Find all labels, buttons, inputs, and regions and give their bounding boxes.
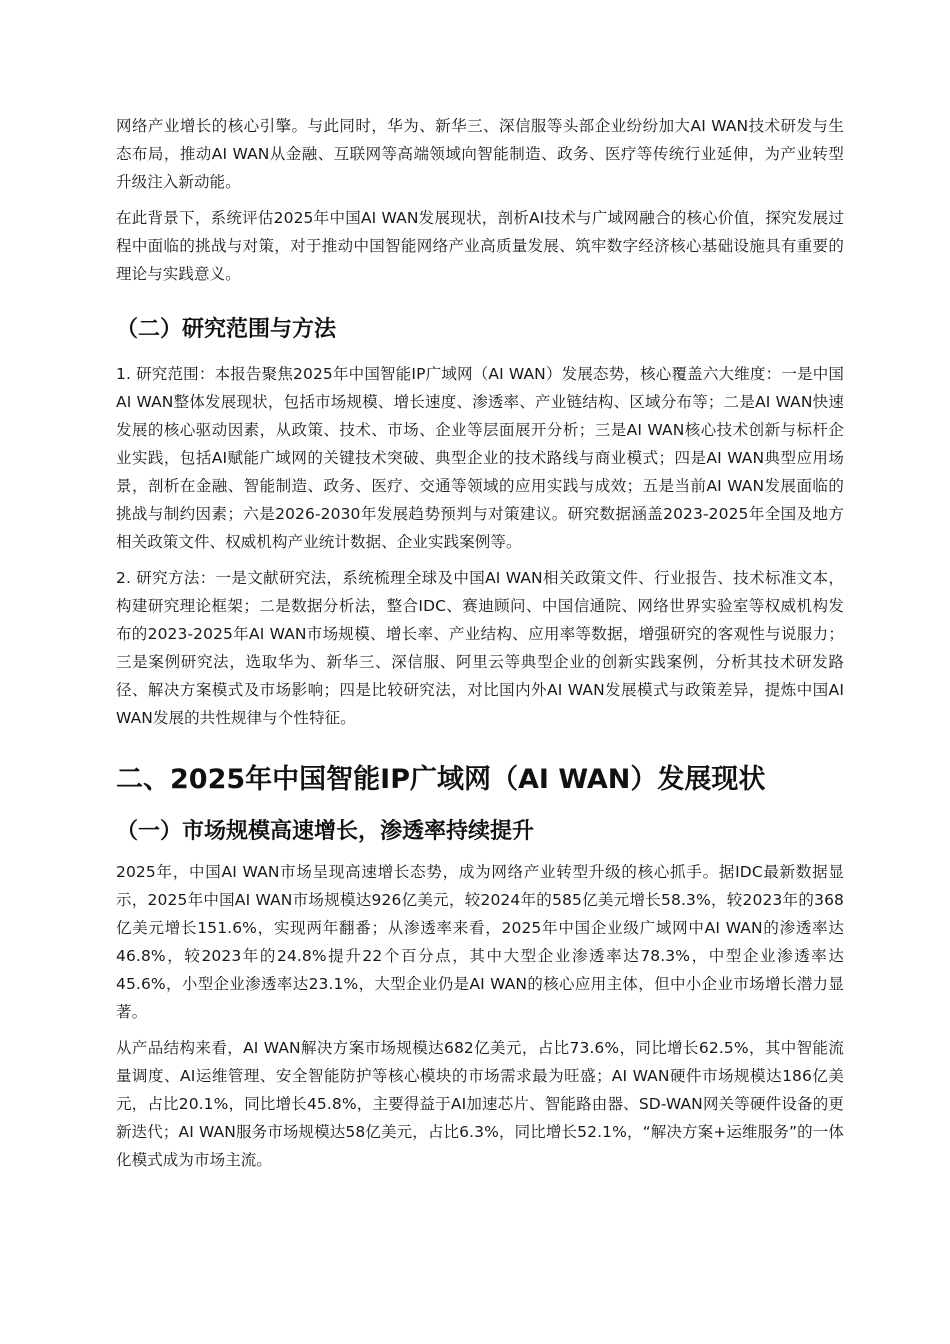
section-heading-scope: （二）研究范围与方法 xyxy=(116,317,337,342)
document-page xyxy=(116,112,844,1174)
market-paragraph-2: 从产品结构来看，AI WAN解决方案市场规模达682亿美元，占比73.6%，同比增长62.5%，其中智能流量调度、AI运维管理、安全智能防护等核心模块的市场需求最为旺盛；AI WAN硬件市场规模达186亿美元，占比20.1%，同比增长45.8%，主要得益于AI加速芯片、智能路由器、SD-WAN网关等硬件设备的更新迭代；AI WAN服务市场规模达58亿美元，占比6.3%，同比增长52.1%，“解决方案+运维服务”的一体化模式成为市场主流。 xyxy=(116,1039,844,1169)
section-heading-market: （一）市场规模高速增长，渗透率持续提升 xyxy=(116,819,535,844)
intro-paragraph-1: 网络产业增长的核心引擎。与此同时，华为、新华三、深信服等头部企业纷纷加大AI WAN技术研发与生态布局，推动AI WAN从金融、互联网等高端领域向智能制造、政务、医疗等传统行业延伸，为产业转型升级注入新动能。 xyxy=(116,117,844,191)
market-paragraph-1: 2025年，中国AI WAN市场呈现高速增长态势，成为网络产业转型升级的核心抓手。据IDC最新数据显示，2025年中国AI WAN市场规模达926亿美元，较2024年的585亿美元增长58.3%，较2023年的368亿美元增长151.6%，实现两年翻番；从渗透率来看，2025年中国企业级广域网中AI WAN的渗透率达46.8%，较2023年的24.8%提升22个百分点，其中大型企业渗透率达78.3%，中型企业渗透率达45.6%，小型企业渗透率达23.1%，大型企业仍是AI WAN的核心应用主体，但中小企业市场增长潜力显著。 xyxy=(116,863,844,1021)
intro-paragraph-2: 在此背景下，系统评估2025年中国AI WAN发展现状，剖析AI技术与广域网融合的核心价值，探究发展过程中面临的挑战与对策，对于推动中国智能网络产业高质量发展、筑牢数字经济核心基础设施具有重要的理论与实践意义。 xyxy=(116,209,844,283)
scope-paragraph-2: 2. 研究方法：一是文献研究法，系统梳理全球及中国AI WAN相关政策文件、行业报告、技术标准文本，构建研究理论框架；二是数据分析法，整合IDC、赛迪顾问、中国信通院、网络世界实验室等权威机构发布的2023-2025年AI WAN市场规模、增长率、产业结构、应用率等数据，增强研究的客观性与说服力；三是案例研究法，选取华为、新华三、深信服、阿里云等典型企业的创新实践案例，分析其技术研发路径、解决方案模式及市场影响；四是比较研究法，对比国内外AI WAN发展模式与政策差异，提炼中国AI WAN发展的共性规律与个性特征。 xyxy=(116,569,844,727)
scope-paragraph-1: 1. 研究范围：本报告聚焦2025年中国智能IP广域网（AI WAN）发展态势，核心覆盖六大维度：一是中国AI WAN整体发展现状，包括市场规模、增长速度、渗透率、产业链结构、区域分布等；二是AI WAN快速发展的核心驱动因素，从政策、技术、市场、企业等层面展开分析；三是AI WAN核心技术创新与标杆企业实践，包括AI赋能广域网的关键技术突破、典型企业的技术路线与商业模式；四是AI WAN典型应用场景，剖析在金融、智能制造、政务、医疗、交通等领域的应用实践与成效；五是当前AI WAN发展面临的挑战与制约因素；六是2026-2030年发展趋势预判与对策建议。研究数据涵盖2023-2025年全国及地方相关政策文件、权威机构产业统计数据、企业实践案例等。 xyxy=(116,365,844,551)
chapter-heading-2: 二、2025年中国智能IP广域网（AI WAN）发展现状 xyxy=(116,764,766,795)
